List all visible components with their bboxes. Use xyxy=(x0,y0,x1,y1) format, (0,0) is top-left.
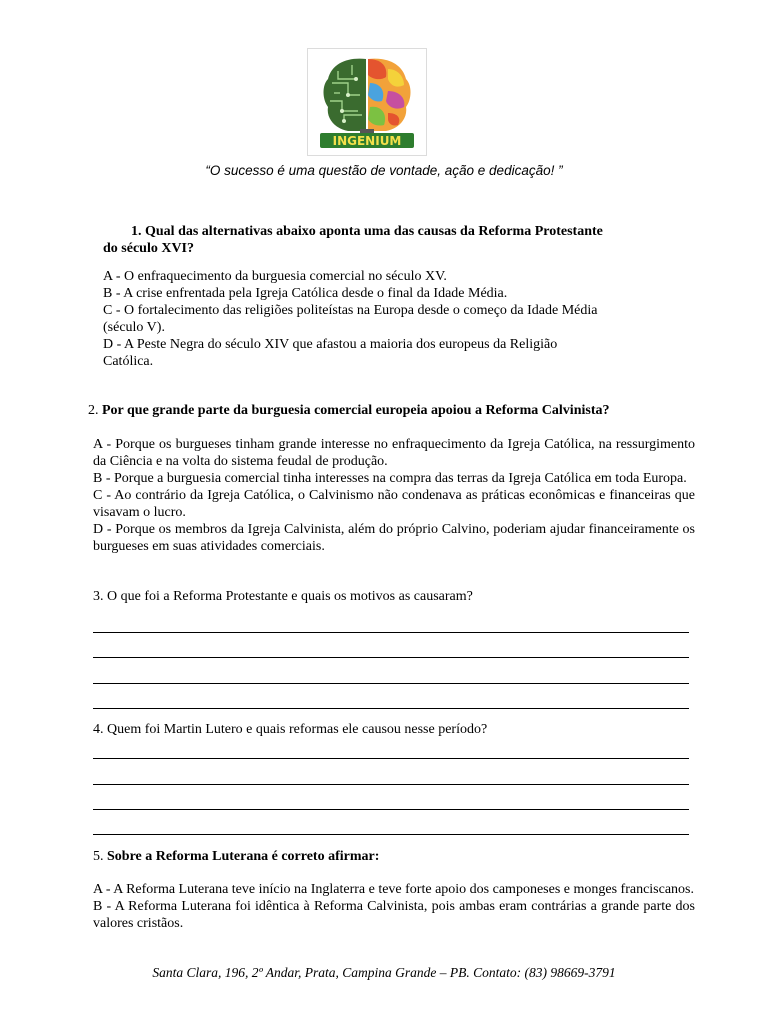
question-1 xyxy=(103,223,603,370)
question-3-title: 3. O que foi a Reforma Protestante e quais os motivos as causaram? xyxy=(93,589,473,604)
question-5-number: 5. xyxy=(93,849,104,864)
question-1-option-b: B - A crise enfrentada pela Igreja Católica desde o final da Idade Média. xyxy=(103,286,508,301)
answer-line[interactable] xyxy=(93,657,689,658)
question-5-option-a: A - A Reforma Luterana teve início na Inglaterra e teve forte apoio dos camponeses e monges franciscanos. xyxy=(93,882,694,897)
ingenium-logo xyxy=(307,48,427,156)
answer-line[interactable] xyxy=(93,784,689,785)
motto: “O sucesso é uma questão de vontade, ação e dedicação! ” xyxy=(205,163,563,178)
answer-line[interactable] xyxy=(93,758,689,759)
question-2-option-c: C - Ao contrário da Igreja Católica, o Calvinismo não condenava as práticas econômicas e financeiras que visavam o lucro. xyxy=(93,488,695,520)
question-1-option-d: D - A Peste Negra do século XIV que afastou a maioria dos europeus da Religião Católica. xyxy=(103,337,558,369)
question-2-heading xyxy=(88,402,728,419)
question-2-title: Por que grande parte da burguesia comercial europeia apoiou a Reforma Calvinista? xyxy=(102,403,610,418)
answer-line[interactable] xyxy=(93,683,689,684)
question-2-options xyxy=(93,436,695,555)
question-2-option-a: A - Porque os burgueses tinham grande interesse no enfraquecimento da Igreja Católica, na ressurgimento da Ciência e na volta do sistema feudal de produção. xyxy=(93,437,695,469)
answer-line[interactable] xyxy=(93,708,689,709)
logo-text: INGENIUM xyxy=(332,134,402,148)
question-5-title: Sobre a Reforma Luterana é correto afirmar: xyxy=(107,849,380,864)
answer-line[interactable] xyxy=(93,632,689,633)
question-4-title: 4. Quem foi Martin Lutero e quais reformas ele causou nesse período? xyxy=(93,722,488,737)
question-5-heading xyxy=(93,848,695,865)
question-1-title: 1. Qual das alternativas abaixo aponta uma das causas da Reforma Protestante do século XVI? xyxy=(103,224,603,256)
answer-line[interactable] xyxy=(93,809,689,810)
question-2-option-d: D - Porque os membros da Igreja Calvinista, além do próprio Calvino, poderiam ajudar financeiramente os burgueses em suas atividades comerciais. xyxy=(93,522,695,554)
question-1-option-c: C - O fortalecimento das religiões politeístas na Europa desde o começo da Idade Média (século V). xyxy=(103,303,598,335)
question-5-option-b: B - A Reforma Luterana foi idêntica à Reforma Calvinista, pois ambas eram contrárias a grande parte dos valores cristãos. xyxy=(93,899,695,931)
question-1-option-a: A - O enfraquecimento da burguesia comercial no século XV. xyxy=(103,269,447,284)
question-2-number: 2. xyxy=(88,403,99,418)
question-2-option-b: B - Porque a burguesia comercial tinha interesses na compra das terras da Igreja Católica em toda Europa. xyxy=(93,471,687,486)
footer-address: Santa Clara, 196, 2º Andar, Prata, Campina Grande – PB. Contato: (83) 98669-3791 xyxy=(152,965,616,980)
question-5-options xyxy=(93,881,695,932)
answer-line[interactable] xyxy=(93,834,689,835)
